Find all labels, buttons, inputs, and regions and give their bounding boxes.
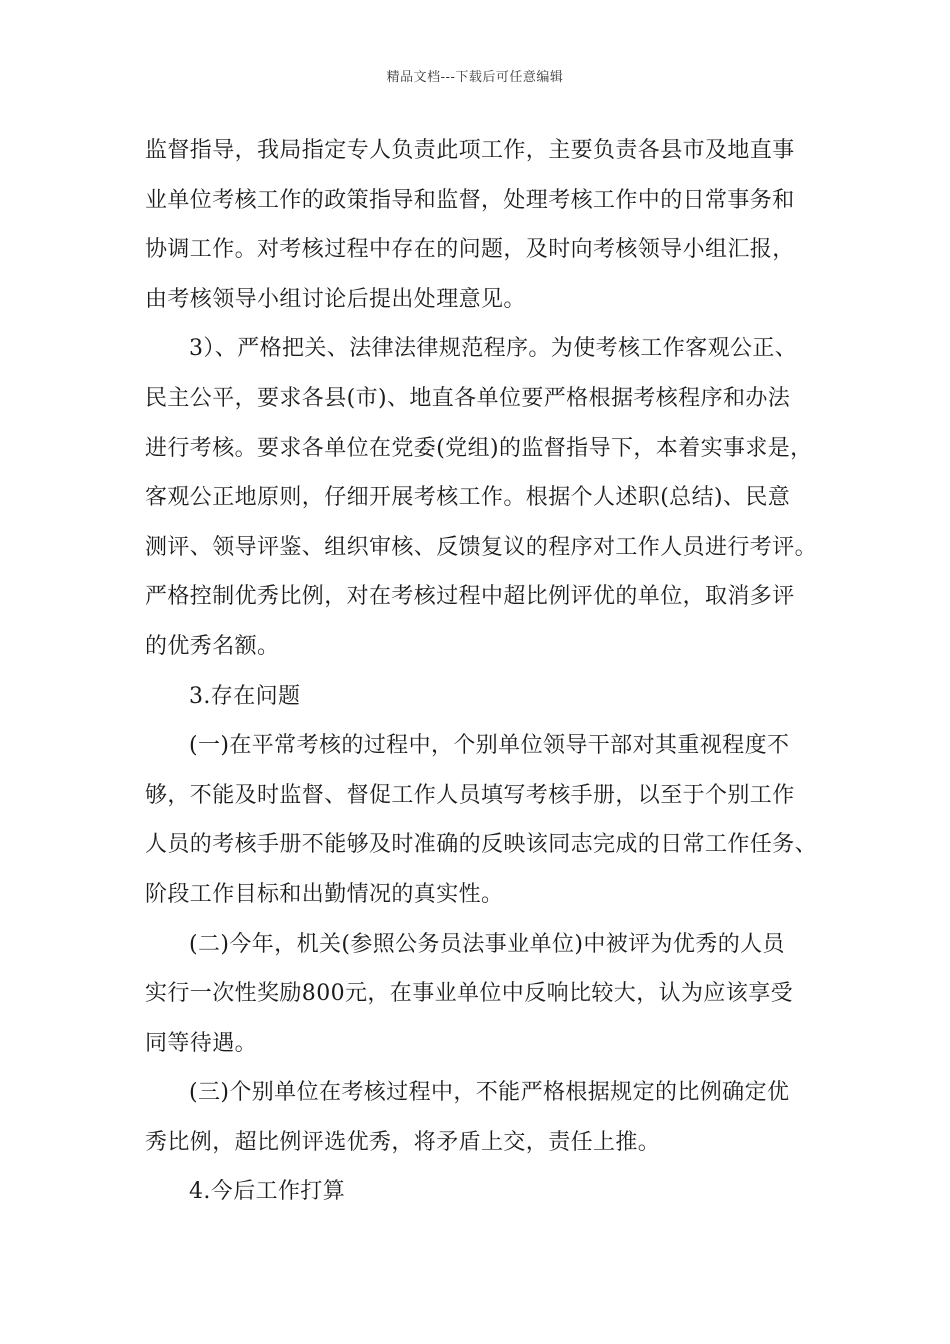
text-line: 阶段工作目标和出勤情况的真实性。: [145, 881, 504, 907]
text-line: 实行一次性奖励800元，在事业单位中反响比较大，认为应该享受: [145, 981, 793, 1007]
text-line: (三)个别单位在考核过程中，不能严格根据规定的比例确定优: [189, 1080, 790, 1106]
text-line: 秀比例，超比例评选优秀，将矛盾上交，责任上推。: [145, 1129, 661, 1155]
text-line: 测评、领导评鉴、组织审核、反馈复议的程序对工作人员进行考评。: [145, 534, 818, 560]
text-line: 民主公平，要求各县(市)、地直各单位要严格根据考核程序和办法: [145, 385, 791, 411]
text-line: 3）、严格把关、法律法律规范程序。为使考核工作客观公正、: [189, 336, 798, 362]
text-line: 人员的考核手册不能够及时准确的反映该同志完成的日常工作任务、: [145, 832, 818, 858]
text-line: 协调工作。对考核过程中存在的问题，及时向考核领导小组汇报，: [145, 237, 795, 263]
text-line: 监督指导，我局指定专人负责此项工作，主要负责各县市及地直事: [145, 138, 795, 163]
text-line: (一)在平常考核的过程中，个别单位领导干部对其重视程度不: [189, 733, 790, 759]
text-line: 同等待遇。: [145, 1030, 258, 1056]
text-line: 业单位考核工作的政策指导和监督，处理考核工作中的日常事务和: [145, 187, 795, 213]
text-line: 进行考核。要求各单位在党委(党组)的监督指导下，本着实事求是，: [145, 435, 813, 461]
text-line: 的优秀名额。: [145, 633, 280, 659]
text-line: (二)今年，机关(参照公务员法事业单位)中被评为优秀的人员: [189, 931, 785, 957]
text-line: 严格控制优秀比例，对在考核过程中超比例评优的单位，取消多评: [145, 584, 795, 610]
text-line: 够，不能及时监督、督促工作人员填写考核手册，以至于个别工作: [145, 782, 795, 808]
text-line: 由考核领导小组讨论后提出处理意见。: [145, 286, 526, 312]
text-line: 客观公正地原则，仔细开展考核工作。根据个人述职(总结)、民意: [145, 485, 791, 511]
page-header: 精品文档---下载后可任意编辑: [386, 70, 564, 85]
section-heading: 3.存在问题: [189, 683, 301, 709]
section-heading: 4.今后工作打算: [189, 1179, 346, 1205]
document-body: [145, 126, 817, 1217]
